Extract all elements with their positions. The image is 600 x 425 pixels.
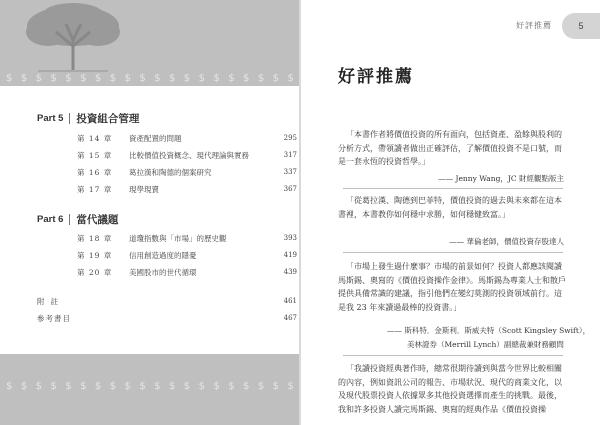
divider xyxy=(69,214,70,225)
quote-text: 「本書作者將價值投資的所有面向，包括資產、盈餘與股利的分析方式，帶領讀者做出正確評估，了解價值投資不是口號，而是一套永恆的投資哲學。」 xyxy=(338,130,562,166)
chapter-number: 第 17 章 xyxy=(77,184,113,194)
toc-row[interactable] xyxy=(77,266,297,278)
appendix-page: 461 xyxy=(283,297,297,305)
dollar-pattern: $ $ $ $ $ $ $ $ $ $ $ $ $ $ $ $ $ $ $ $ xyxy=(6,73,294,84)
endorsement-quote xyxy=(338,362,566,422)
right-page xyxy=(301,0,600,425)
appendix-row[interactable] xyxy=(37,295,297,307)
quote-attribution: —— 斯科特．金斯利．斯威夫特（Scott Kingsley Swift）， xyxy=(387,326,591,335)
chapter-page: 295 xyxy=(283,134,297,142)
chapter-number: 第 20 章 xyxy=(77,267,113,277)
appendix-row[interactable] xyxy=(37,312,297,324)
appendix-title: 參考書目 xyxy=(37,313,71,323)
chapter-page: 317 xyxy=(283,151,297,159)
dollar-pattern: $ $ $ $ $ $ $ $ $ $ $ $ $ $ $ $ $ $ $ $ xyxy=(6,381,294,392)
part-heading xyxy=(37,212,118,227)
quote-text: 「我讀投資經典著作時，總常很期待讀到與當今世界比較相關的內容，例如資訊公司的報告、市場狀況、現代的商業文化，以及現代股票投資人依據眾多其他投資選擇而產生的挑戰。最後，我和許多投資人讀完馬斯錫、奧寫的經典作品《價值投資操 xyxy=(338,364,562,414)
toc-row[interactable] xyxy=(77,166,297,178)
part-title: 投資組合管理 xyxy=(76,113,140,125)
chapter-number: 第 19 章 xyxy=(77,250,113,260)
running-head: 好評推薦 xyxy=(516,21,552,30)
part-title: 當代議題 xyxy=(76,214,119,226)
chapter-title: 道瓊指數與「市場」的歷史觀 xyxy=(129,233,227,243)
divider xyxy=(343,355,563,356)
chapter-number: 第 15 章 xyxy=(77,150,113,160)
toc-row[interactable] xyxy=(77,149,297,161)
chapter-page: 393 xyxy=(283,234,297,242)
quote-attribution: —— 華倫老師，價值投資存股達人 xyxy=(449,237,564,246)
quote-text: 「從葛拉漢、陶德到巴菲特，價值投資的過去與未來都在這本書裡，本書教你如何穩中求勝，如何穩健致富。」 xyxy=(338,196,562,219)
chapter-title: 資產配置的問題 xyxy=(129,133,182,143)
part-number: Part 5 xyxy=(37,113,64,124)
quote-attribution-title: 美林證券（Merrill Lynch）副總裁兼財務顧問 xyxy=(407,340,564,349)
tree-illustration xyxy=(18,2,128,76)
chapter-title: 信用創造過度的隱憂 xyxy=(129,250,197,260)
chapter-number: 第 14 章 xyxy=(77,133,113,143)
quote-text: 「市場上發生過什麼事？市場的前景如何？投資人都應該閱讀馬斯錫、奧寫的《價值投資操作金律》。馬斯錫為專業人士和散戶提供具備常識的建議，指引他們在變幻莫測的投資領域前行。這是我 23 年來讀過最棒的投資書。」 xyxy=(338,262,566,312)
part-number: Part 6 xyxy=(37,214,64,225)
quote-attribution: —— Jenny Wang，JC 財經觀點版主 xyxy=(438,174,564,183)
toc-row[interactable] xyxy=(77,132,297,144)
page-number: 5 xyxy=(562,13,600,39)
chapter-number: 第 18 章 xyxy=(77,233,113,243)
chapter-title: 美國股市的世代循環 xyxy=(129,267,197,277)
divider xyxy=(343,252,563,253)
section-title: 好評推薦 xyxy=(338,67,414,87)
chapter-number: 第 16 章 xyxy=(77,167,113,177)
divider xyxy=(69,113,70,124)
appendix-page: 467 xyxy=(283,314,297,322)
toc-row[interactable] xyxy=(77,249,297,261)
chapter-page: 439 xyxy=(283,268,297,276)
toc-row[interactable] xyxy=(77,183,297,195)
appendix-title: 附註 xyxy=(37,296,64,306)
chapter-page: 367 xyxy=(283,185,297,193)
chapter-page: 337 xyxy=(283,168,297,176)
chapter-title: 比較價值投資概念、現代理論與實務 xyxy=(129,150,249,160)
part-heading xyxy=(37,111,139,126)
endorsement-quote xyxy=(338,194,566,221)
chapter-page: 419 xyxy=(283,251,297,259)
divider xyxy=(343,188,563,189)
chapter-title: 葛拉漢和陶德的個案研究 xyxy=(129,167,212,177)
endorsement-quote xyxy=(338,260,566,314)
chapter-title: 現學現賣 xyxy=(129,184,159,194)
toc-row[interactable] xyxy=(77,232,297,244)
endorsement-quote xyxy=(338,128,566,169)
